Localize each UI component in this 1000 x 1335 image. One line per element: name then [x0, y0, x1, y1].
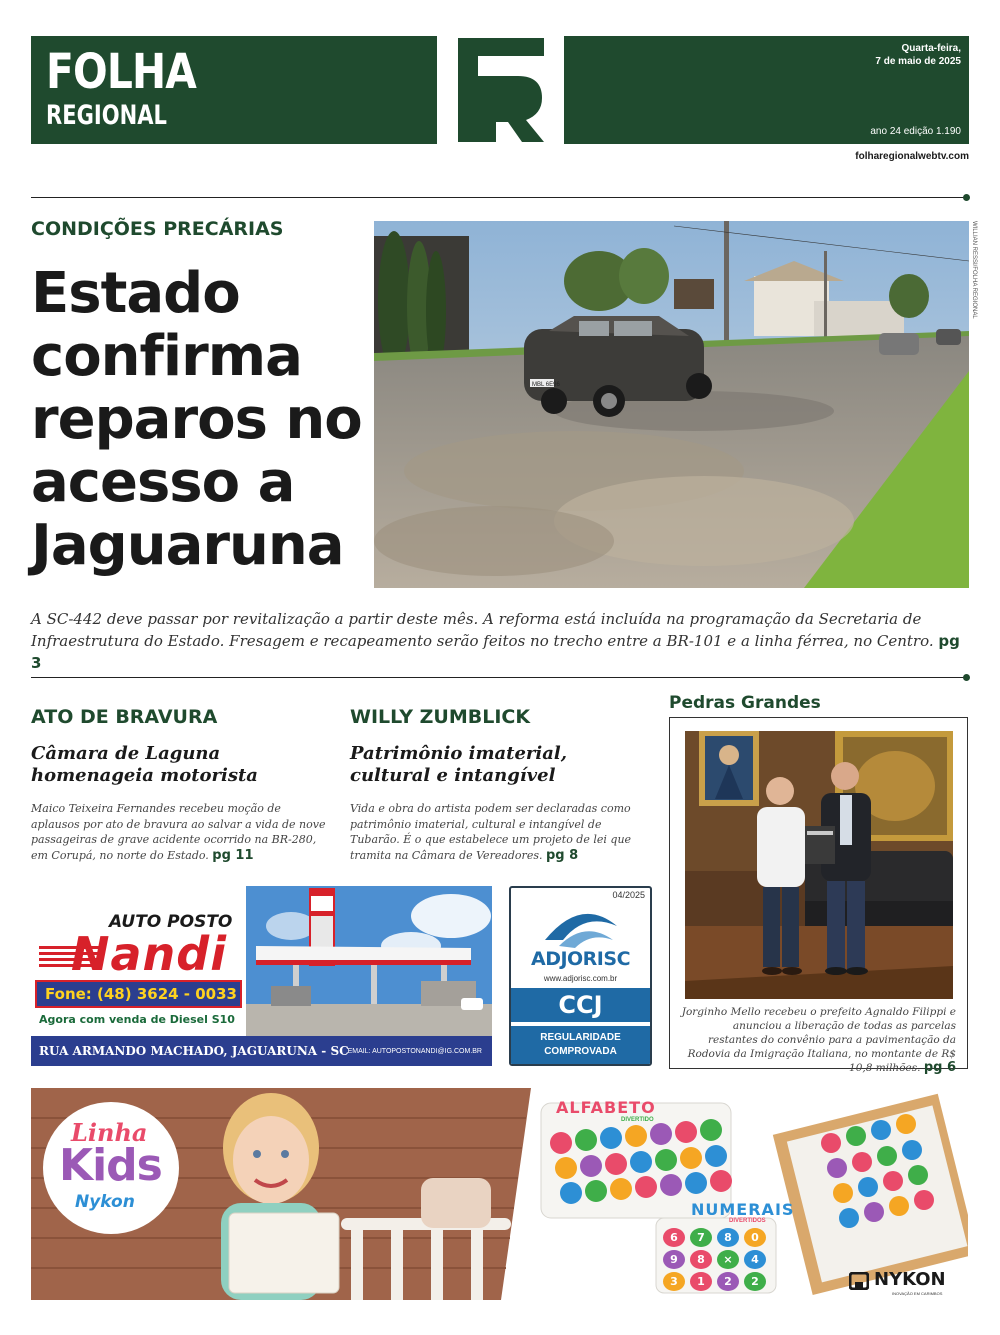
adjori-logo-icon: [541, 902, 621, 950]
number-stamp: ×: [717, 1250, 739, 1269]
posto-address: RUA ARMANDO MACHADO, JAGUARUNA - SC: [39, 1044, 349, 1058]
adjori-site: www.adjorisc.com.br: [543, 974, 618, 983]
date: 7 de maio de 2025: [875, 56, 961, 67]
ad-adjori-seal[interactable]: [509, 886, 652, 1066]
alfabeto-title: ALFABETO: [556, 1098, 656, 1117]
posto-phone: Fone: (48) 3624 - 0033: [45, 985, 237, 1003]
pedras-page-ref[interactable]: pg 6: [923, 1060, 956, 1075]
section-divider: [31, 197, 966, 198]
nykon-brand: NYKON: [874, 1269, 946, 1290]
numerais-title: NUMERAIS: [691, 1200, 795, 1219]
license-plate: MBL 6E96: [532, 382, 560, 388]
dateline: [875, 42, 961, 68]
numerais-sub: DIVERTIDOS: [729, 1218, 766, 1224]
adjori-brand: ADJORISC: [530, 948, 631, 970]
laguna-body-text: Maico Teixeira Fernandes recebeu moção de aplausos por ato de bravura ao salvar a vida de nove passageiras de grave acidente ocorrido na BR-280, em Corupá, no norte do Estado.: [31, 802, 326, 862]
number-stamp: 3: [663, 1272, 685, 1291]
lead-summary: [31, 608, 966, 674]
fr-logo-icon: [456, 36, 546, 144]
weekday: Quarta-feira,: [901, 43, 961, 54]
photo-credit: WILLIAN RESSI/FOLHA REGIONAL: [971, 221, 977, 319]
adjori-status-line1: REGULARIDADE: [540, 1032, 621, 1043]
edition-number: ano 24 edição 1.190: [870, 126, 961, 137]
stamp-dots-icon: [31, 1088, 968, 1300]
road-photo[interactable]: [374, 221, 969, 588]
nykon-small-label: Nykon: [75, 1192, 135, 1212]
zumblick-body: [350, 801, 645, 863]
lead-kicker: CONDIÇÕES PRECÁRIAS: [31, 218, 284, 240]
pedras-caption: [680, 1005, 956, 1075]
masthead-left-band: [31, 36, 437, 144]
website-link[interactable]: folharegionalwebtv.com: [855, 151, 969, 162]
nykon-logo-icon: [849, 1272, 869, 1290]
masthead-right-band: [564, 36, 969, 144]
number-stamp: 2: [744, 1272, 766, 1291]
zumblick-page-ref[interactable]: pg 8: [545, 847, 579, 863]
number-stamp: 0: [744, 1228, 766, 1247]
adjori-status: [511, 1026, 650, 1064]
number-stamp: 6: [663, 1228, 685, 1247]
adjori-status-line2: COMPROVADA: [544, 1046, 617, 1057]
posto-brand: Nandi: [71, 927, 227, 981]
logo-regional: REGIONAL: [46, 100, 167, 131]
logo-folha: FOLHA: [46, 44, 197, 100]
ad-auto-posto-nandi[interactable]: [31, 886, 492, 1066]
number-stamp: 8: [717, 1228, 739, 1247]
adjori-date: 04/2025: [612, 890, 645, 900]
zumblick-body-text: Vida e obra do artista podem ser declaradas como patrimônio imaterial, cultural e intangível de Tubarão. É o que estabelece um projeto de lei que tramita na Câmara de Vereadores.: [350, 802, 632, 862]
number-stamp: 4: [744, 1250, 766, 1269]
laguna-kicker: ATO DE BRAVURA: [31, 706, 218, 728]
section-divider: [31, 677, 966, 678]
lead-page-ref[interactable]: pg 3: [31, 632, 960, 672]
posto-email: EMAIL: AUTOPOSTONANDI@IG.COM.BR: [347, 1048, 482, 1055]
number-stamp: 1: [690, 1272, 712, 1291]
number-stamp: 2: [717, 1272, 739, 1291]
nykon-brand-sub: INOVAÇÃO EM CARIMBOS: [892, 1291, 943, 1296]
laguna-body: [31, 801, 331, 863]
number-stamp: 7: [690, 1228, 712, 1247]
laguna-page-ref[interactable]: pg 11: [212, 847, 254, 863]
posto-tagline: Agora com venda de Diesel S10: [39, 1013, 235, 1026]
posto-brand-top: AUTO POSTO: [109, 912, 233, 932]
number-stamp: 9: [663, 1250, 685, 1269]
zumblick-kicker: WILLY ZUMBLICK: [350, 706, 531, 728]
lead-headline[interactable]: Estado confirma reparos no acesso a Jaguaruna: [31, 261, 362, 578]
handshake-photo[interactable]: [685, 731, 953, 999]
kids-label: Kids: [59, 1140, 162, 1191]
pedras-caption-text: Jorginho Mello recebeu o prefeito Agnaldo Filippi e anunciou a liberação de todas as parcelas restantes do convênio para a pavimentação da Rodovia da Imigração Italiana, no montante de R$ 10,8 milhões.: [681, 1006, 956, 1074]
alfabeto-sub: DIVERTIDO: [621, 1117, 654, 1123]
numerais-stamps: [663, 1228, 773, 1291]
laguna-headline[interactable]: Câmara de Laguna homenageia motorista: [31, 743, 258, 786]
adjori-seal-ccj: CCJ: [511, 988, 650, 1022]
pedras-box: [669, 717, 968, 1075]
lead-summary-text: A SC-442 deve passar por revitalização a partir deste mês. A reforma está incluída na programação da Secretaria de Infraestrutura do Estado. Fresagem e recapeamento serão feitos no trecho entre a BR-101 e a linha férrea, no Centro.: [31, 610, 934, 650]
number-stamp: 8: [690, 1250, 712, 1269]
ad-nykon-linha-kids[interactable]: [31, 1088, 968, 1300]
pedras-title: Pedras Grandes: [669, 693, 821, 713]
zumblick-headline[interactable]: Patrimônio imaterial, cultural e intangível: [350, 743, 568, 786]
linha-label: Linha: [71, 1118, 148, 1147]
